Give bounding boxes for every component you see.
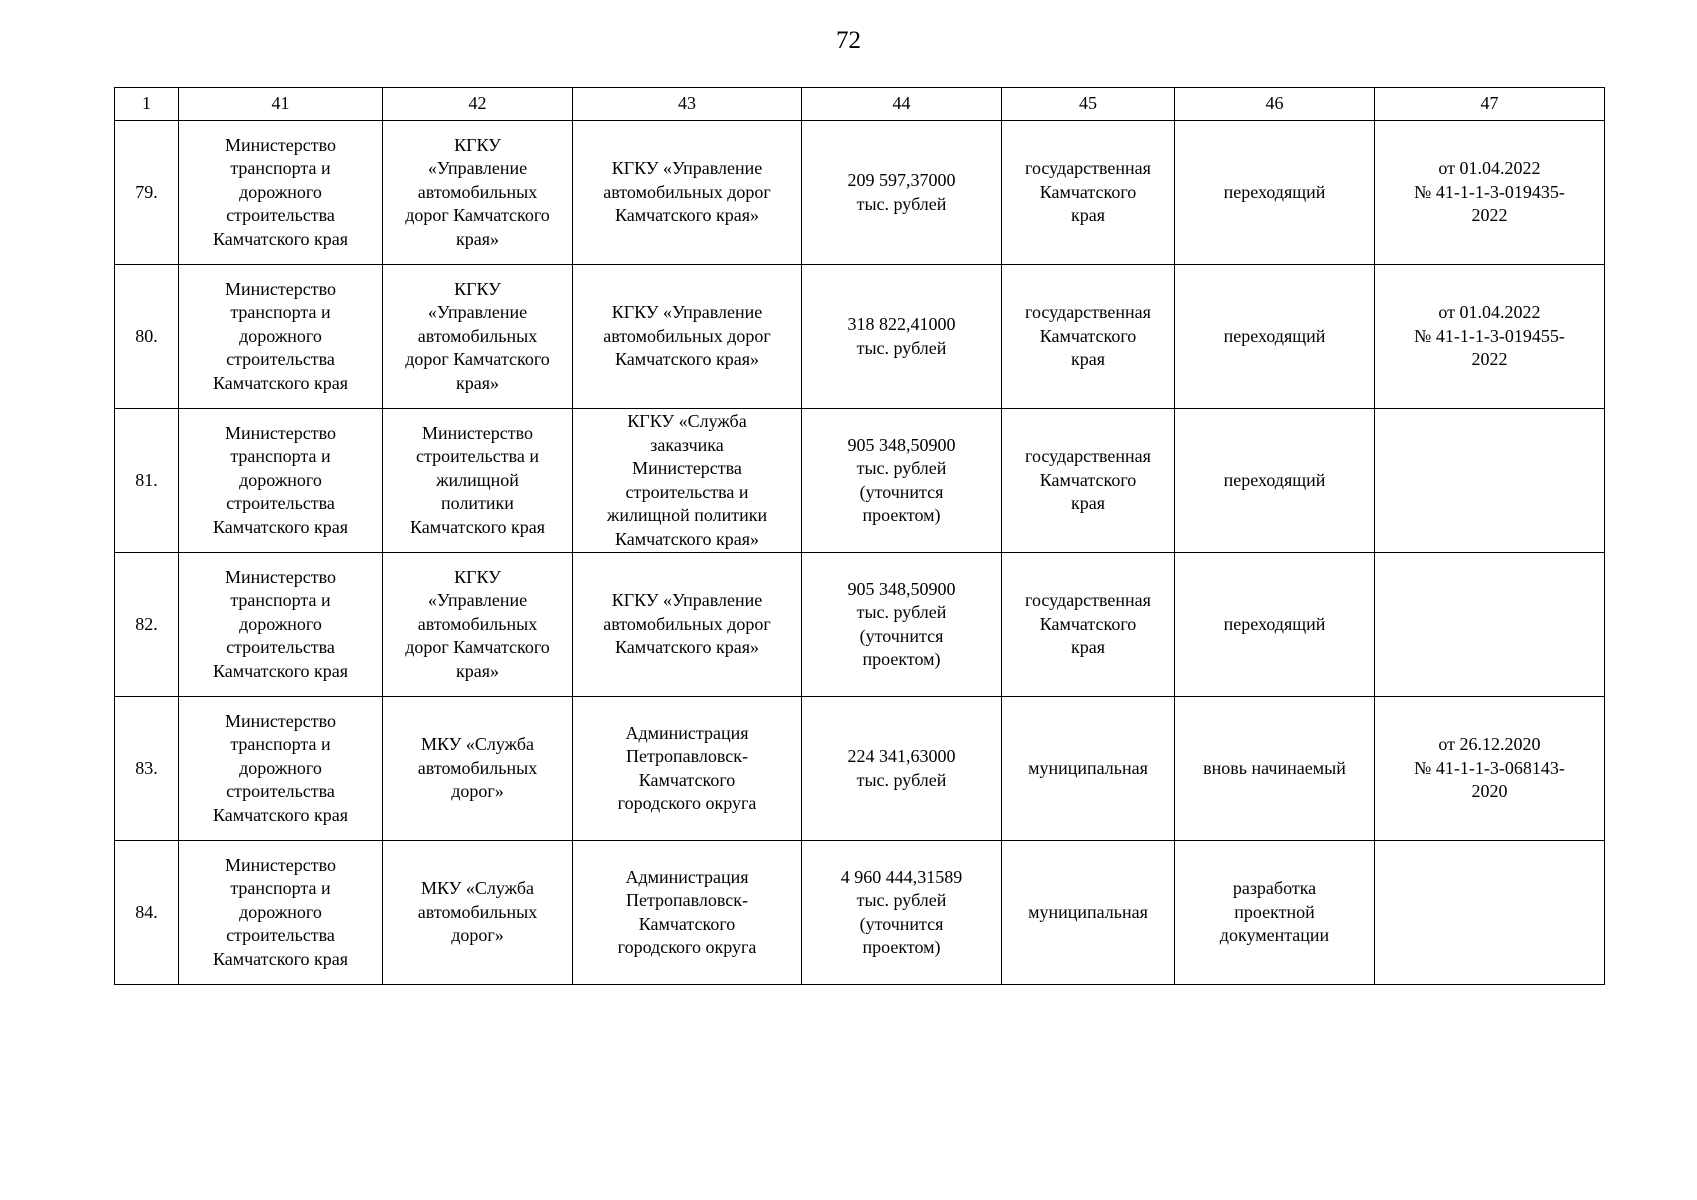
client-cell: [573, 121, 802, 265]
status-text: переходящий: [1223, 469, 1326, 490]
ownership-cell: [1002, 265, 1175, 409]
header-cell-45: 45: [1002, 88, 1175, 121]
status-text: переходящий: [1223, 325, 1326, 346]
customer-text: Министерство транспорта и дорожного строительства Камчатского края: [212, 278, 349, 393]
ownership-text: государственная Камчатского края: [1025, 446, 1151, 514]
expertise-cell: [1375, 409, 1605, 553]
status-text: разработка проектной документации: [1219, 878, 1330, 946]
customer-text: Министерство транспорта и дорожного строительства Камчатского края: [212, 134, 349, 249]
client-cell: [573, 265, 802, 409]
cost-text: 905 348,50900 тыс. рублей (уточнится проектом): [847, 434, 956, 525]
ownership-cell: [1002, 697, 1175, 841]
developer-text: МКУ «Служба автомобильных дорог»: [417, 878, 538, 946]
client-text: КГКУ «Управление автомобильных дорог Камчатского края»: [603, 590, 771, 658]
ownership-cell: [1002, 121, 1175, 265]
header-cell-47: 47: [1375, 88, 1605, 121]
customer-cell: [179, 697, 383, 841]
status-cell: [1175, 553, 1375, 697]
status-cell: [1175, 265, 1375, 409]
expertise-cell: [1375, 697, 1605, 841]
client-cell: [573, 841, 802, 985]
status-cell: [1175, 697, 1375, 841]
row-number-cell: [115, 553, 179, 697]
developer-text: КГКУ «Управление автомобильных дорог Камчатского края»: [405, 278, 550, 393]
header-cell-44: 44: [802, 88, 1002, 121]
developer-text: КГКУ «Управление автомобильных дорог Камчатского края»: [405, 566, 550, 681]
developer-cell: [383, 409, 573, 553]
row-number-cell: [115, 697, 179, 841]
client-text: Администрация Петропавловск- Камчатского городского округа: [617, 866, 757, 957]
customer-cell: [179, 409, 383, 553]
customer-cell: [179, 553, 383, 697]
row-number-cell: [115, 841, 179, 985]
developer-text: КГКУ «Управление автомобильных дорог Камчатского края»: [405, 134, 550, 249]
cost-cell: [802, 265, 1002, 409]
ownership-text: муниципальная: [1028, 901, 1148, 922]
client-cell: [573, 553, 802, 697]
client-text: КГКУ «Служба заказчика Министерства строительства и жилищной политики Камчатского края»: [606, 411, 768, 549]
header-cell-46: 46: [1175, 88, 1375, 121]
client-text: КГКУ «Управление автомобильных дорог Камчатского края»: [603, 158, 771, 226]
customer-text: Министерство транспорта и дорожного строительства Камчатского края: [212, 710, 349, 825]
table-row: [115, 409, 1605, 553]
expertise-cell: [1375, 265, 1605, 409]
status-text: переходящий: [1223, 613, 1326, 634]
expertise-cell: [1375, 841, 1605, 985]
ownership-cell: [1002, 553, 1175, 697]
developer-text: Министерство строительства и жилищной политики Камчатского края: [409, 422, 546, 537]
client-text: Администрация Петропавловск- Камчатского городского округа: [617, 722, 757, 813]
table-row: [115, 265, 1605, 409]
developer-cell: [383, 265, 573, 409]
expertise-text: от 01.04.2022 № 41-1-1-3-019455- 2022: [1414, 302, 1565, 370]
table-row: [115, 553, 1605, 697]
cost-cell: [802, 409, 1002, 553]
registry-table: [114, 87, 1605, 985]
status-text: вновь начинаемый: [1203, 757, 1346, 778]
ownership-text: государственная Камчатского края: [1025, 302, 1151, 370]
cost-cell: [802, 121, 1002, 265]
expertise-cell: [1375, 121, 1605, 265]
row-number: 80.: [135, 325, 158, 346]
status-cell: [1175, 121, 1375, 265]
row-number: 84.: [135, 901, 158, 922]
header-row: [115, 88, 1605, 121]
cost-text: 209 597,37000 тыс. рублей: [847, 170, 956, 214]
customer-text: Министерство транспорта и дорожного строительства Камчатского края: [212, 854, 349, 969]
customer-text: Министерство транспорта и дорожного строительства Камчатского края: [212, 566, 349, 681]
customer-cell: [179, 265, 383, 409]
expertise-text: от 26.12.2020 № 41-1-1-3-068143- 2020: [1414, 734, 1565, 802]
ownership-cell: [1002, 409, 1175, 553]
table-row: [115, 841, 1605, 985]
status-cell: [1175, 409, 1375, 553]
ownership-cell: [1002, 841, 1175, 985]
row-number: 79.: [135, 181, 158, 202]
developer-cell: [383, 697, 573, 841]
customer-cell: [179, 121, 383, 265]
table-row: [115, 697, 1605, 841]
customer-cell: [179, 841, 383, 985]
client-text: КГКУ «Управление автомобильных дорог Камчатского края»: [603, 302, 771, 370]
header-cell-41: 41: [179, 88, 383, 121]
cost-cell: [802, 553, 1002, 697]
cost-text: 318 822,41000 тыс. рублей: [847, 314, 956, 358]
status-cell: [1175, 841, 1375, 985]
client-cell: [573, 697, 802, 841]
row-number: 83.: [135, 757, 158, 778]
row-number-cell: [115, 265, 179, 409]
cost-cell: [802, 841, 1002, 985]
ownership-text: государственная Камчатского края: [1025, 590, 1151, 658]
page-number: 72: [836, 27, 861, 54]
customer-text: Министерство транспорта и дорожного строительства Камчатского края: [212, 422, 349, 537]
developer-cell: [383, 121, 573, 265]
header-cell-1: 1: [115, 88, 179, 121]
client-cell: [573, 409, 802, 553]
developer-cell: [383, 841, 573, 985]
expertise-cell: [1375, 553, 1605, 697]
developer-text: МКУ «Служба автомобильных дорог»: [417, 734, 538, 802]
cost-text: 224 341,63000 тыс. рублей: [847, 746, 956, 790]
cost-cell: [802, 697, 1002, 841]
status-text: переходящий: [1223, 181, 1326, 202]
ownership-text: государственная Камчатского края: [1025, 158, 1151, 226]
header-cell-43: 43: [573, 88, 802, 121]
row-number-cell: [115, 409, 179, 553]
ownership-text: муниципальная: [1028, 757, 1148, 778]
table-row: [115, 121, 1605, 265]
developer-cell: [383, 553, 573, 697]
row-number-cell: [115, 121, 179, 265]
expertise-text: от 01.04.2022 № 41-1-1-3-019435- 2022: [1414, 158, 1565, 226]
cost-text: 905 348,50900 тыс. рублей (уточнится проектом): [847, 578, 956, 669]
header-cell-42: 42: [383, 88, 573, 121]
cost-text: 4 960 444,31589 тыс. рублей (уточнится проектом): [840, 866, 963, 957]
row-number: 81.: [135, 469, 158, 490]
row-number: 82.: [135, 613, 158, 634]
